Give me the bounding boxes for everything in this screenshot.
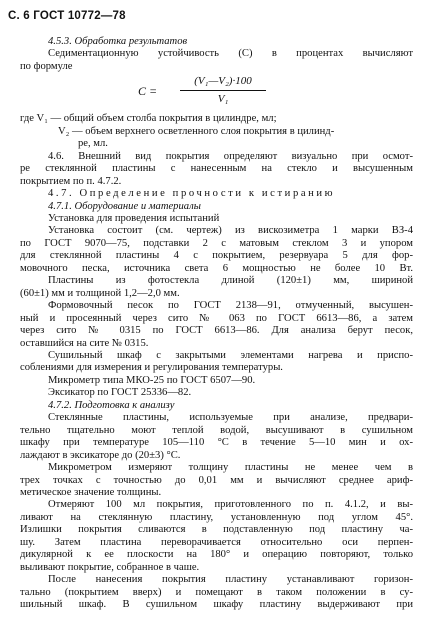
text-line: Установка состоит (см. чертеж) из вискозиметра 1 марки ВЗ-4 <box>48 225 413 237</box>
text-line: ре стеклянной пластины с нанесенным на стекло и высушенным <box>20 163 413 175</box>
text-line: шу. Затем пластина переворачивается относительно оси перпен- <box>20 536 413 548</box>
text-line: После нанесения покрытия пластину устанавливают горизон- <box>48 574 413 586</box>
text-line: дикулярной к ее плоскости на 180° и операцию повторяют, только <box>20 549 413 561</box>
definition-line: где V₁ — общий объем столба покрытия в цилиндре, мл; <box>20 113 277 125</box>
text-line: мовочного песка, источника света 6 мощностью не более 10 Вт. <box>20 262 413 274</box>
text-line: шильный шкаф. В сушильном шкафу пластину выдерживают при <box>20 599 413 611</box>
text-line: по ГОСТ 9070—75, подставки 2 с матовым стеклом 3 и упором <box>20 237 413 249</box>
formula-definitions <box>20 113 413 150</box>
text-line: Микрометр типа МКО-25 по ГОСТ 6507—90. <box>48 374 256 386</box>
text-line: шкафу при температуре 105—110 °С в течение 5—10 мин и ох- <box>20 437 413 449</box>
formula-lhs: С = <box>138 84 158 99</box>
text-line: метическое значение толщины. <box>20 486 162 498</box>
text-line: ливают на стеклянную пластину, установленную под углом 45°. <box>20 511 413 523</box>
text-line: соблениями для измерения и регулирования температуры. <box>20 362 283 374</box>
formula-denominator: V₁ <box>217 93 229 106</box>
section-title: 4.5.3. Обработка результатов <box>48 36 188 47</box>
formula <box>20 75 413 111</box>
text-line: Стеклянные пластины, используемые при анализе, предвари- <box>48 412 413 424</box>
definition-line: V₂ — объем верхнего осветленного слоя покрытия в цилинд- <box>58 125 335 137</box>
definition-line: ре, мл. <box>78 138 108 150</box>
text-line: Формовочный песок по ГОСТ 2138—91, отмученный, высушен- <box>48 300 413 312</box>
section-title: 4.7.1. Оборудование и материалы <box>48 200 201 212</box>
text-line: лаждают в эксикаторе до (20±3) °С. <box>20 449 181 461</box>
text-line: 4.6. Внешний вид покрытия определяют визуально при осмот- <box>48 150 413 162</box>
text-line: тельно тщательно моют теплой водой, высушивают в сушильном <box>20 424 413 436</box>
text-line: через сито № 0315 по ГОСТ 6613—86. Для анализа берут песок, <box>20 325 413 337</box>
text-line: (60±1) мм и толщиной 1,2—2,0 мм. <box>20 287 180 299</box>
text-line: тально (покрытием вверх) и помещают в таком положении в су- <box>20 586 413 598</box>
formula-numerator: (V₁—V₂)·100 <box>194 75 252 88</box>
text-line: Микрометром измеряют толщину пластины не менее чем в <box>48 462 413 474</box>
section-title: 4.7.2. Подготовка к анализу <box>48 399 175 411</box>
fraction-bar <box>180 90 266 91</box>
text-line: трех точках с точностью до 0,01 мм и вычисляют среднее ариф- <box>20 474 413 486</box>
page-header: С. 6 ГОСТ 10772—78 <box>8 10 126 22</box>
text-line: Пластины из фотостекла длиной (120±1) мм, шириной <box>48 275 413 287</box>
section-title: 4.7. Определение прочности к истиранию <box>48 188 336 200</box>
text-line: Излишки покрытия сливаются в подставленную под пластину ча- <box>20 524 413 536</box>
text-line: для стеклянной пластины 4 с покрытием, резервуара 5 для фор- <box>20 250 413 262</box>
text-line: ный и просеянный через сито № 063 по ГОСТ 6613—86, а затем <box>20 312 413 324</box>
text-line: оставшийся на сите № 0315. <box>20 337 149 349</box>
text-line: Отмеряют 100 мл покрытия, приготовленного по п. 4.1.2, и вы- <box>48 499 413 511</box>
text-line: выливают покрытие, собранное в чаше. <box>20 561 200 573</box>
text-line: Установка для проведения испытаний <box>48 212 220 224</box>
text-line: по формуле <box>20 60 73 72</box>
text-line: Эксикатор по ГОСТ 25336—82. <box>48 387 192 399</box>
text-line: Седиментационную устойчивость (С) в процентах вычисляют <box>48 48 413 60</box>
text-line: Сушильный шкаф с закрытыми элементами нагрева и приспо- <box>48 349 413 361</box>
text-line: покрытием по п. 4.7.2. <box>20 175 122 187</box>
